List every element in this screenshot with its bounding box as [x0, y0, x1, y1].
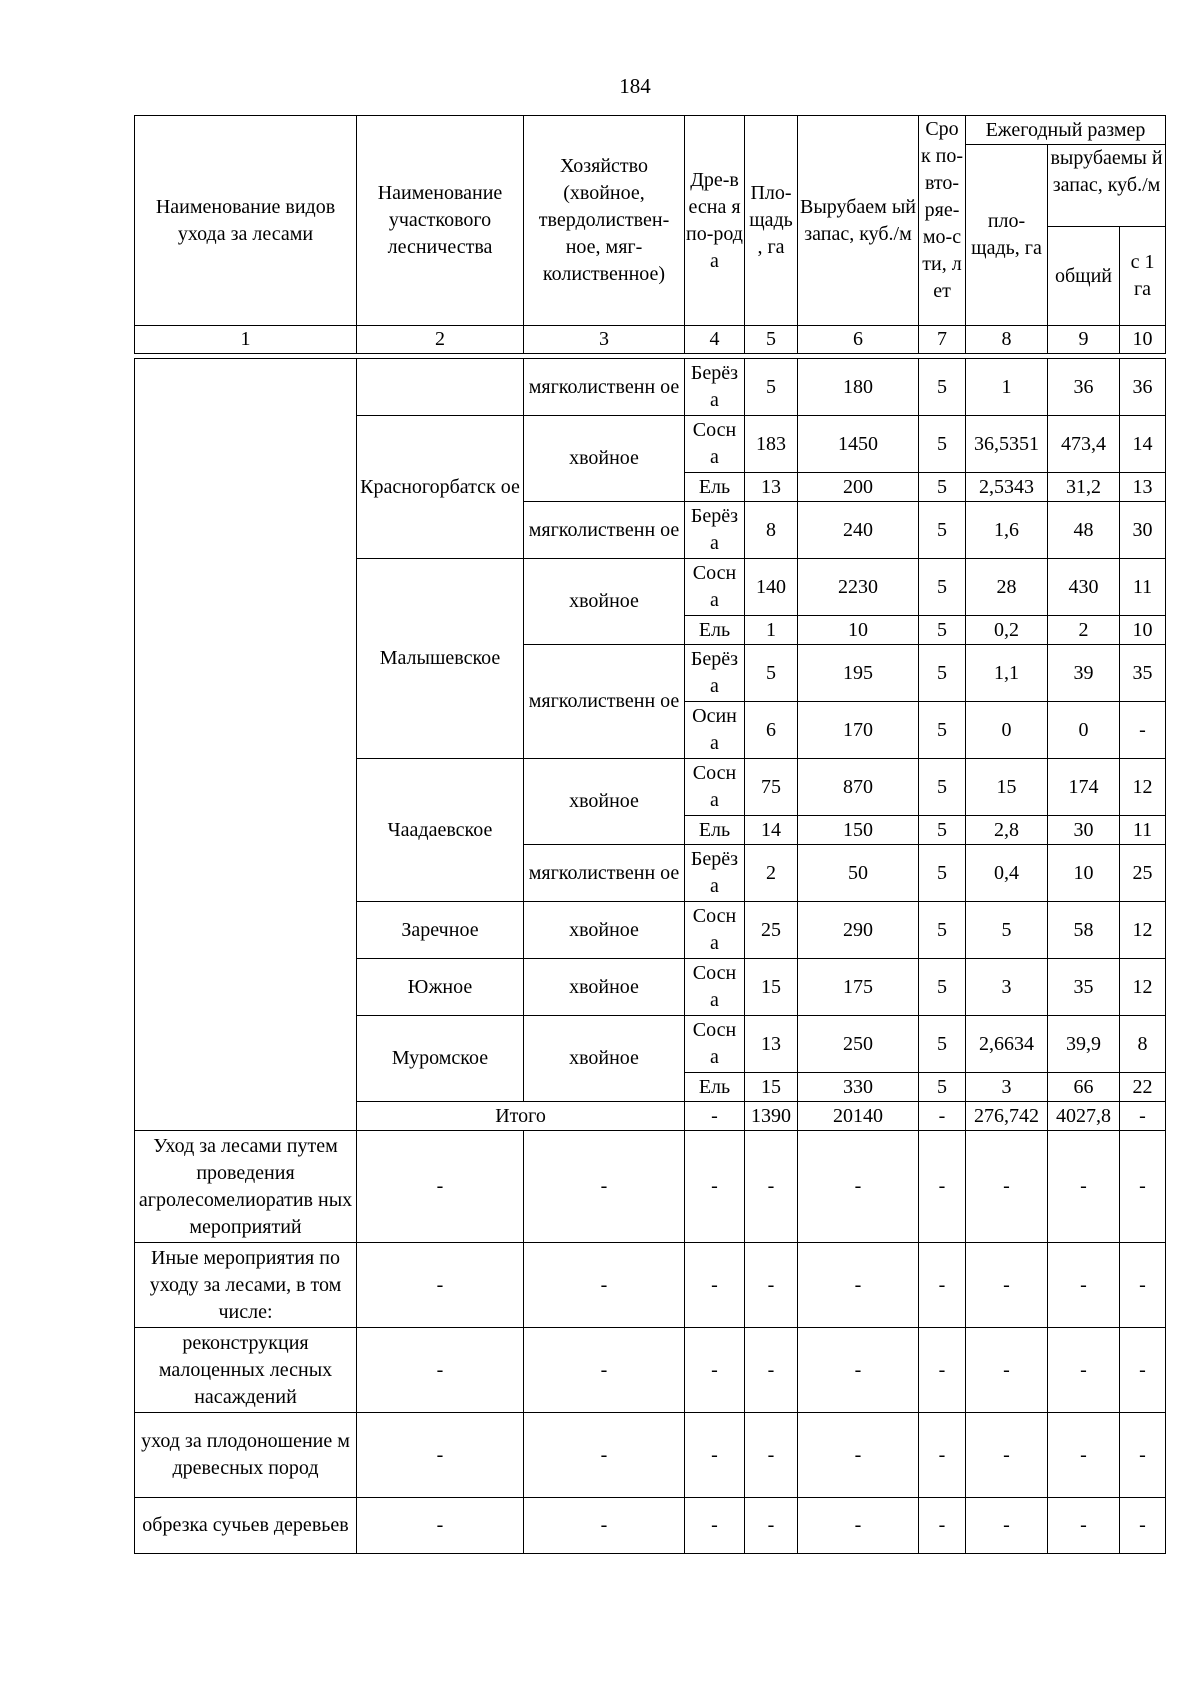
total-total: 4027,8	[1048, 1102, 1120, 1131]
column-number: 5	[745, 326, 798, 354]
dash-cell: -	[919, 1243, 966, 1328]
dash-cell: -	[685, 1328, 745, 1413]
dash-cell: -	[798, 1413, 919, 1498]
per-ha-cell: 25	[1120, 845, 1166, 902]
dash-cell: -	[1048, 1131, 1120, 1243]
stock-cell: 10	[798, 616, 919, 645]
dash-cell: -	[798, 1131, 919, 1243]
dash-cell: -	[745, 1243, 798, 1328]
other-row	[135, 1131, 1166, 1243]
per-ha-cell: 22	[1120, 1073, 1166, 1102]
dash-cell: -	[966, 1328, 1048, 1413]
header-farm: Хозяйство (хвойное, твердолиствен-ное, мяг-колиственное)	[524, 116, 685, 326]
farm-cell: хвойное	[524, 759, 685, 845]
dash-cell: -	[1048, 1243, 1120, 1328]
other-row	[135, 1413, 1166, 1498]
total-cell: 2	[1048, 616, 1120, 645]
other-row-name: реконструкция малоценных лесных насаждений	[135, 1328, 357, 1413]
header-annual-area: пло-щадь, га	[966, 145, 1048, 326]
area-cell: 1	[745, 616, 798, 645]
header-care-type: Наименование видов ухода за лесами	[135, 116, 357, 326]
stock-cell: 1450	[798, 416, 919, 473]
total-cell: 31,2	[1048, 473, 1120, 502]
stock-cell: 150	[798, 816, 919, 845]
dash-cell: -	[1048, 1498, 1120, 1554]
per-ha-cell: 10	[1120, 616, 1166, 645]
dash-cell: -	[745, 1413, 798, 1498]
farm-cell: хвойное	[524, 559, 685, 645]
stock-cell: 50	[798, 845, 919, 902]
farm-cell: хвойное	[524, 416, 685, 502]
annual-area-cell: 15	[966, 759, 1048, 816]
total-cell: 36	[1048, 359, 1120, 416]
species-cell: Берёз а	[685, 845, 745, 902]
species-cell: Ель	[685, 616, 745, 645]
other-row-name: Иные мероприятия по уходу за лесами, в том числе:	[135, 1243, 357, 1328]
area-cell: 6	[745, 702, 798, 759]
annual-area-cell: 1,6	[966, 502, 1048, 559]
header-stock-group: вырубаемы й запас, куб./м	[1048, 145, 1166, 227]
total-area: 1390	[745, 1102, 798, 1131]
header-annual-size: Ежегодный размер	[966, 116, 1166, 145]
per-ha-cell: 36	[1120, 359, 1166, 416]
dash-cell: -	[919, 1498, 966, 1554]
species-cell: Сосн а	[685, 1016, 745, 1073]
dash-cell: -	[1120, 1413, 1166, 1498]
annual-area-cell: 1,1	[966, 645, 1048, 702]
forestry-cell	[357, 359, 524, 416]
area-cell: 13	[745, 473, 798, 502]
dash-cell: -	[1048, 1328, 1120, 1413]
forestry-cell: Красногорбатск ое	[357, 416, 524, 559]
column-numbers-row	[135, 326, 1166, 354]
column-number: 4	[685, 326, 745, 354]
other-row-name: Уход за лесами путем проведения агролесомелиоратив ных мероприятий	[135, 1131, 357, 1243]
species-cell: Сосн а	[685, 902, 745, 959]
total-cell: 58	[1048, 902, 1120, 959]
period-cell: 5	[919, 902, 966, 959]
dash-cell: -	[966, 1498, 1048, 1554]
annual-area-cell: 2,8	[966, 816, 1048, 845]
total-cell: 66	[1048, 1073, 1120, 1102]
dash-cell: -	[919, 1328, 966, 1413]
annual-area-cell: 36,5351	[966, 416, 1048, 473]
area-cell: 5	[745, 645, 798, 702]
other-row-name: уход за плодоношение м древесных пород	[135, 1413, 357, 1498]
per-ha-cell: 13	[1120, 473, 1166, 502]
area-cell: 2	[745, 845, 798, 902]
dash-cell: -	[745, 1498, 798, 1554]
annual-area-cell: 3	[966, 1073, 1048, 1102]
per-ha-cell: 12	[1120, 902, 1166, 959]
period-cell: 5	[919, 1016, 966, 1073]
per-ha-cell: 12	[1120, 959, 1166, 1016]
header-area: Пло-щадь , га	[745, 116, 798, 326]
per-ha-cell: 30	[1120, 502, 1166, 559]
dash-cell: -	[357, 1328, 524, 1413]
period-cell: 5	[919, 759, 966, 816]
species-cell: Берёз а	[685, 645, 745, 702]
species-cell: Сосн а	[685, 959, 745, 1016]
column-number: 7	[919, 326, 966, 354]
area-cell: 15	[745, 1073, 798, 1102]
species-cell: Ель	[685, 473, 745, 502]
stock-cell: 870	[798, 759, 919, 816]
dash-cell: -	[524, 1413, 685, 1498]
column-number: 10	[1120, 326, 1166, 354]
farm-cell: хвойное	[524, 1016, 685, 1102]
header-period: Сро к по-вто-ряе-мо-сти, лет	[919, 116, 966, 326]
other-row	[135, 1498, 1166, 1554]
other-row-name: обрезка сучьев деревьев	[135, 1498, 357, 1554]
dash-cell: -	[1120, 1131, 1166, 1243]
stock-cell: 180	[798, 359, 919, 416]
column-number: 8	[966, 326, 1048, 354]
annual-area-cell: 5	[966, 902, 1048, 959]
per-ha-cell: 11	[1120, 816, 1166, 845]
area-cell: 140	[745, 559, 798, 616]
dash-cell: -	[524, 1131, 685, 1243]
forest-care-table	[134, 115, 1166, 1554]
total-cell: 39	[1048, 645, 1120, 702]
page-number: 184	[619, 74, 651, 98]
dash-cell: -	[745, 1328, 798, 1413]
period-cell: 5	[919, 416, 966, 473]
total-species: -	[685, 1102, 745, 1131]
header-stock: Вырубаем ый запас, куб./м	[798, 116, 919, 326]
column-number: 3	[524, 326, 685, 354]
period-cell: 5	[919, 502, 966, 559]
header-row-1	[135, 116, 1166, 145]
species-cell: Берёз а	[685, 502, 745, 559]
species-cell: Сосн а	[685, 416, 745, 473]
column-number: 9	[1048, 326, 1120, 354]
period-cell: 5	[919, 702, 966, 759]
other-row	[135, 1243, 1166, 1328]
total-per-ha: -	[1120, 1102, 1166, 1131]
dash-cell: -	[798, 1498, 919, 1554]
annual-area-cell: 2,6634	[966, 1016, 1048, 1073]
total-cell: 35	[1048, 959, 1120, 1016]
per-ha-cell: 11	[1120, 559, 1166, 616]
per-ha-cell: -	[1120, 702, 1166, 759]
farm-cell: мягколиственн ое	[524, 645, 685, 759]
total-annual-area: 276,742	[966, 1102, 1048, 1131]
column-number: 1	[135, 326, 357, 354]
annual-area-cell: 2,5343	[966, 473, 1048, 502]
column-number: 6	[798, 326, 919, 354]
farm-cell: хвойное	[524, 959, 685, 1016]
annual-area-cell: 1	[966, 359, 1048, 416]
dash-cell: -	[919, 1413, 966, 1498]
per-ha-cell: 8	[1120, 1016, 1166, 1073]
forestry-cell: Южное	[357, 959, 524, 1016]
dash-cell: -	[524, 1243, 685, 1328]
area-cell: 13	[745, 1016, 798, 1073]
forestry-cell: Малышевское	[357, 559, 524, 759]
dash-cell: -	[966, 1243, 1048, 1328]
dash-cell: -	[1120, 1328, 1166, 1413]
total-cell: 473,4	[1048, 416, 1120, 473]
period-cell: 5	[919, 359, 966, 416]
dash-cell: -	[357, 1131, 524, 1243]
period-cell: 5	[919, 816, 966, 845]
dash-cell: -	[685, 1413, 745, 1498]
dash-cell: -	[1120, 1243, 1166, 1328]
total-cell: 174	[1048, 759, 1120, 816]
dash-cell: -	[798, 1328, 919, 1413]
dash-cell: -	[685, 1498, 745, 1554]
dash-cell: -	[966, 1413, 1048, 1498]
species-cell: Ель	[685, 816, 745, 845]
per-ha-cell: 12	[1120, 759, 1166, 816]
farm-cell: мягколиственн ое	[524, 502, 685, 559]
stock-cell: 330	[798, 1073, 919, 1102]
total-period: -	[919, 1102, 966, 1131]
period-cell: 5	[919, 845, 966, 902]
forestry-cell: Чаадаевское	[357, 759, 524, 902]
total-cell: 39,9	[1048, 1016, 1120, 1073]
annual-area-cell: 3	[966, 959, 1048, 1016]
header-forestry: Наименование участкового лесничества	[357, 116, 524, 326]
dash-cell: -	[966, 1131, 1048, 1243]
column-number: 2	[357, 326, 524, 354]
header-species: Дре-весна я по-рода	[685, 116, 745, 326]
period-cell: 5	[919, 645, 966, 702]
dash-cell: -	[357, 1498, 524, 1554]
total-cell: 10	[1048, 845, 1120, 902]
other-row	[135, 1328, 1166, 1413]
total-cell: 430	[1048, 559, 1120, 616]
dash-cell: -	[919, 1131, 966, 1243]
total-cell: 0	[1048, 702, 1120, 759]
stock-cell: 195	[798, 645, 919, 702]
care-type-cell	[135, 359, 357, 1131]
area-cell: 8	[745, 502, 798, 559]
dash-cell: -	[357, 1413, 524, 1498]
stock-cell: 175	[798, 959, 919, 1016]
species-cell: Осин а	[685, 702, 745, 759]
period-cell: 5	[919, 959, 966, 1016]
dash-cell: -	[685, 1243, 745, 1328]
total-cell: 48	[1048, 502, 1120, 559]
stock-cell: 240	[798, 502, 919, 559]
per-ha-cell: 14	[1120, 416, 1166, 473]
header-per-ha: с 1 га	[1120, 227, 1166, 326]
total-label: Итого	[357, 1102, 685, 1131]
annual-area-cell: 28	[966, 559, 1048, 616]
period-cell: 5	[919, 1073, 966, 1102]
stock-cell: 290	[798, 902, 919, 959]
table-row	[135, 359, 1166, 416]
area-cell: 14	[745, 816, 798, 845]
per-ha-cell: 35	[1120, 645, 1166, 702]
species-cell: Сосн а	[685, 559, 745, 616]
area-cell: 5	[745, 359, 798, 416]
area-cell: 75	[745, 759, 798, 816]
stock-cell: 2230	[798, 559, 919, 616]
farm-cell: мягколиственн ое	[524, 359, 685, 416]
dash-cell: -	[1048, 1413, 1120, 1498]
dash-cell: -	[357, 1243, 524, 1328]
stock-cell: 170	[798, 702, 919, 759]
dash-cell: -	[1120, 1498, 1166, 1554]
total-stock: 20140	[798, 1102, 919, 1131]
species-cell: Ель	[685, 1073, 745, 1102]
dash-cell: -	[745, 1131, 798, 1243]
dash-cell: -	[524, 1328, 685, 1413]
annual-area-cell: 0,2	[966, 616, 1048, 645]
farm-cell: хвойное	[524, 902, 685, 959]
total-cell: 30	[1048, 816, 1120, 845]
header-total: общий	[1048, 227, 1120, 326]
forestry-cell: Заречное	[357, 902, 524, 959]
stock-cell: 250	[798, 1016, 919, 1073]
dash-cell: -	[524, 1498, 685, 1554]
forestry-cell: Муромское	[357, 1016, 524, 1102]
period-cell: 5	[919, 616, 966, 645]
annual-area-cell: 0	[966, 702, 1048, 759]
stock-cell: 200	[798, 473, 919, 502]
period-cell: 5	[919, 473, 966, 502]
area-cell: 183	[745, 416, 798, 473]
period-cell: 5	[919, 559, 966, 616]
dash-cell: -	[685, 1131, 745, 1243]
species-cell: Берёз а	[685, 359, 745, 416]
area-cell: 15	[745, 959, 798, 1016]
farm-cell: мягколиственн ое	[524, 845, 685, 902]
annual-area-cell: 0,4	[966, 845, 1048, 902]
species-cell: Сосн а	[685, 759, 745, 816]
dash-cell: -	[798, 1243, 919, 1328]
area-cell: 25	[745, 902, 798, 959]
